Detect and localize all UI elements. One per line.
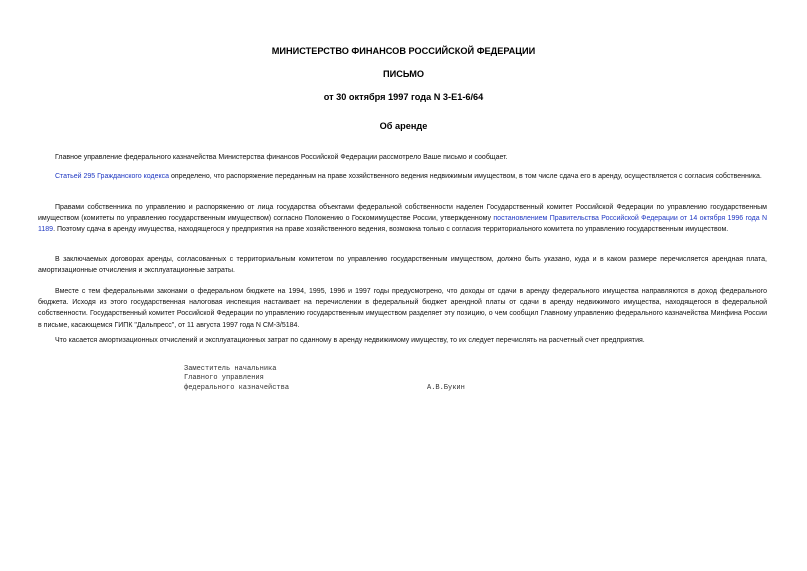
paragraph-1: Главное управление федерального казначейства Министерства финансов Российской Федерации рассмотрело Ваше письмо и сообщает. xyxy=(55,154,508,161)
paragraph-5: Вместе с тем федеральными законами о федеральном бюджете на 1994, 1995, 1996 и 1997 годы предусмотрено, что доходы от сдачи в аренду федерального имущества направляются в доход федерального бюджета. Исходя из этого государственная налоговая инспекция настаивает на перечислении в федеральный бюджет арендной платы от сдачи в аренду недвижимого имущества, находящегося в федеральной собственности. Государственный комитет Российской Федерации по управлению государственным имуществом разделяет эту позицию, о чем сообщил Главному управлению федерального казначейства Минфина России в письме, касающемся ГИПК "Дальпресс", от 11 августа 1997 года N СМ-3/5184. xyxy=(38,288,767,329)
paragraph-4: В заключаемых договорах аренды, согласованных с территориальным комитетом по управлению государственным имуществом, должно быть указано, куда и в каком размере перечисляется арендная плата, амортизационные отчисления и эксплуатационные затраты. xyxy=(38,256,767,275)
civil-code-article-link[interactable]: Статьей 295 Гражданского кодекса xyxy=(55,173,170,180)
paragraph-3-text-after: . Поэтому сдача в аренду имущества, находящегося у предприятия на праве хозяйственного ведения, возможна только с согласия территориального комитета по управлению государственным имуществом. xyxy=(53,226,729,234)
paragraph-6: Что касается амортизационных отчислений и эксплуатационных затрат по сданному в аренду недвижимому имуществу, то их следует перечислять на расчетный счет предприятия. xyxy=(55,337,645,344)
paragraph-2 xyxy=(38,171,767,182)
paragraph-2-text: определено, что распоряжение переданным на праве хозяйственного ведения недвижимым имуществом, в том числе сдача его в аренду, осуществляется с согласия собственника. xyxy=(169,173,762,180)
signatory-name: А.В.Букин xyxy=(427,384,465,392)
paragraph-3-text-before: Правами собственника по управлению и распоряжению от лица государства объектами федеральной собственности наделен Государственный комитет Российской Федерации по управлению государственным имуществом (комитеты по управлению государственным имуществом) согласно Положению о Госкомимуществе России, утвержденному xyxy=(38,204,767,223)
subject-heading: Об аренде xyxy=(379,121,428,131)
document-type-heading: ПИСЬМО xyxy=(382,69,425,79)
signatory-position: Заместитель начальника Главного управления федерального казначейства xyxy=(184,365,290,392)
date-number-heading: от 30 октября 1997 года N 3-Е1-6/64 xyxy=(323,92,484,102)
ministry-heading: МИНИСТЕРСТВО ФИНАНСОВ РОССИЙСКОЙ ФЕДЕРАЦИИ xyxy=(271,46,536,56)
paragraph-3 xyxy=(38,202,767,236)
government-resolution-link[interactable]: постановлением Правительства Российской Федерации от 14 октября 1996 года N 1189 xyxy=(38,215,767,234)
